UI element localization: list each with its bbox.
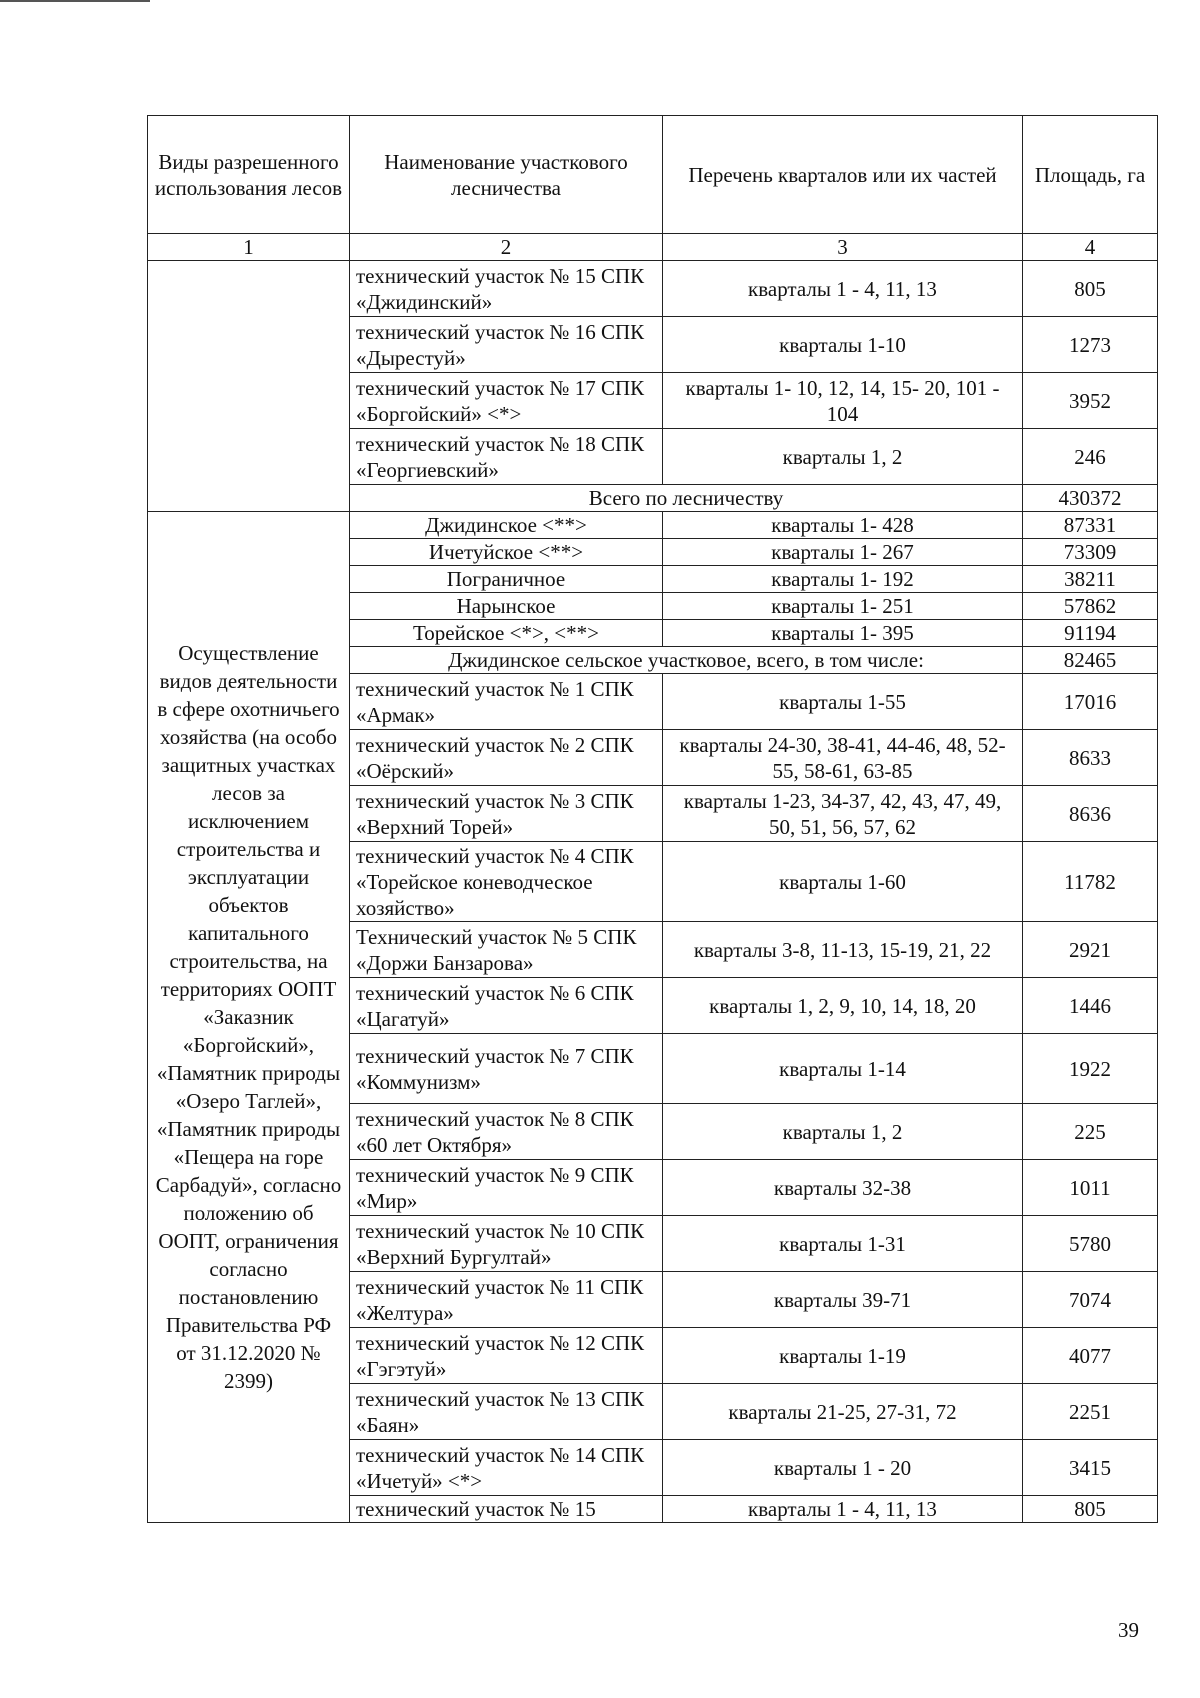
quarters-cell: кварталы 1- 428: [663, 512, 1023, 539]
area-cell: 7074: [1023, 1272, 1158, 1328]
forestry-name-cell: технический участок № 13 СПК «Баян»: [350, 1384, 663, 1440]
quarters-cell: кварталы 1-14: [663, 1034, 1023, 1104]
area-cell: 57862: [1023, 593, 1158, 620]
quarters-cell: кварталы 1- 251: [663, 593, 1023, 620]
subtotal-label: Джидинское сельское участковое, всего, в том числе:: [350, 647, 1023, 674]
area-cell: 805: [1023, 1496, 1158, 1523]
quarters-cell: кварталы 1- 10, 12, 14, 15- 20, 101 - 104: [663, 373, 1023, 429]
use-type-hunting: Осуществление видов деятельности в сфере охотничьего хозяйства (на особо защитных участках лесов за исключением строительства и эксплуатации объектов капитального строительства, на территориях ООПТ «Заказник «Боргойский», «Памятник природы «Озеро Таглей», «Памятник природы «Пещера на горе Сарбадуй», согласно положению об ООПТ, ограничения согласно постановлению Правительства РФ от 31.12.2020 № 2399): [148, 512, 350, 1523]
total-area: 430372: [1023, 485, 1158, 512]
forestry-name-cell: технический участок № 3 СПК «Верхний Торей»: [350, 786, 663, 842]
forestry-name-cell: технический участок № 10 СПК «Верхний Бургултай»: [350, 1216, 663, 1272]
quarters-cell: кварталы 1-23, 34-37, 42, 43, 47, 49, 50, 51, 56, 57, 62: [663, 786, 1023, 842]
area-cell: 3952: [1023, 373, 1158, 429]
area-cell: 8633: [1023, 730, 1158, 786]
area-cell: 8636: [1023, 786, 1158, 842]
forestry-name-cell: технический участок № 14 СПК «Ичетуй» <*>: [350, 1440, 663, 1496]
header-use-type: Виды разрешенного использования лесов: [148, 116, 350, 234]
forestry-name-cell: технический участок № 9 СПК «Мир»: [350, 1160, 663, 1216]
header-row: [148, 116, 1158, 234]
quarters-cell: кварталы 1- 267: [663, 539, 1023, 566]
forestry-name-cell: технический участок № 15: [350, 1496, 663, 1523]
header-quarters: Перечень кварталов или их частей: [663, 116, 1023, 234]
page-number: 39: [1118, 1618, 1139, 1642]
forestry-name-cell: Нарынское: [350, 593, 663, 620]
header-area: Площадь, га: [1023, 116, 1158, 234]
area-cell: 3415: [1023, 1440, 1158, 1496]
header-forestry-name: Наименование участкового лесничества: [350, 116, 663, 234]
area-cell: 805: [1023, 261, 1158, 317]
forestry-name-cell: Джидинское <**>: [350, 512, 663, 539]
forestry-name-cell: технический участок № 1 СПК «Армак»: [350, 674, 663, 730]
forestry-name-cell: технический участок № 2 СПК «Оёрский»: [350, 730, 663, 786]
area-cell: 17016: [1023, 674, 1158, 730]
total-label: Всего по лесничеству: [350, 485, 1023, 512]
subtotal-area: 82465: [1023, 647, 1158, 674]
quarters-cell: кварталы 1- 192: [663, 566, 1023, 593]
quarters-cell: кварталы 1 - 4, 11, 13: [663, 261, 1023, 317]
quarters-cell: кварталы 3-8, 11-13, 15-19, 21, 22: [663, 922, 1023, 978]
area-cell: 1273: [1023, 317, 1158, 373]
area-cell: 246: [1023, 429, 1158, 485]
forestry-name-cell: технический участок № 7 СПК «Коммунизм»: [350, 1034, 663, 1104]
quarters-cell: кварталы 1-10: [663, 317, 1023, 373]
area-cell: 1446: [1023, 978, 1158, 1034]
quarters-cell: кварталы 1-19: [663, 1328, 1023, 1384]
forestry-name-cell: Торейское <*>, <**>: [350, 620, 663, 647]
quarters-cell: кварталы 1-55: [663, 674, 1023, 730]
forestry-name-cell: технический участок № 6 СПК «Цагатуй»: [350, 978, 663, 1034]
col-number: 2: [350, 234, 663, 261]
quarters-cell: кварталы 32-38: [663, 1160, 1023, 1216]
area-cell: 4077: [1023, 1328, 1158, 1384]
forestry-name-cell: технический участок № 16 СПК «Дырестуй»: [350, 317, 663, 373]
table-row: [148, 261, 1158, 317]
area-cell: 1922: [1023, 1034, 1158, 1104]
forestry-name-cell: технический участок № 15 СПК «Джидинский»: [350, 261, 663, 317]
column-number-row: [148, 234, 1158, 261]
table-row: [148, 512, 1158, 539]
col-number: 1: [148, 234, 350, 261]
quarters-cell: кварталы 1- 395: [663, 620, 1023, 647]
use-type-cell-empty: [148, 261, 350, 512]
area-cell: 38211: [1023, 566, 1158, 593]
quarters-cell: кварталы 1 - 20: [663, 1440, 1023, 1496]
forestry-name-cell: технический участок № 4 СПК «Торейское коневодческое хозяйство»: [350, 842, 663, 922]
quarters-cell: кварталы 1, 2: [663, 429, 1023, 485]
scan-edge-line: [0, 0, 150, 2]
area-cell: 1011: [1023, 1160, 1158, 1216]
quarters-cell: кварталы 1-31: [663, 1216, 1023, 1272]
area-cell: 2921: [1023, 922, 1158, 978]
forestry-name-cell: технический участок № 18 СПК «Георгиевский»: [350, 429, 663, 485]
quarters-cell: кварталы 39-71: [663, 1272, 1023, 1328]
forestry-name-cell: технический участок № 8 СПК «60 лет Октября»: [350, 1104, 663, 1160]
quarters-cell: кварталы 21-25, 27-31, 72: [663, 1384, 1023, 1440]
document-page: [147, 115, 1157, 1523]
area-cell: 91194: [1023, 620, 1158, 647]
forest-use-table: [147, 115, 1158, 1523]
quarters-cell: кварталы 1, 2: [663, 1104, 1023, 1160]
area-cell: 11782: [1023, 842, 1158, 922]
forestry-name-cell: технический участок № 17 СПК «Боргойский» <*>: [350, 373, 663, 429]
area-cell: 225: [1023, 1104, 1158, 1160]
area-cell: 73309: [1023, 539, 1158, 566]
area-cell: 5780: [1023, 1216, 1158, 1272]
col-number: 4: [1023, 234, 1158, 261]
area-cell: 87331: [1023, 512, 1158, 539]
forestry-name-cell: Пограничное: [350, 566, 663, 593]
forestry-name-cell: Технический участок № 5 СПК «Доржи Банзарова»: [350, 922, 663, 978]
quarters-cell: кварталы 1-60: [663, 842, 1023, 922]
forestry-name-cell: Ичетуйское <**>: [350, 539, 663, 566]
quarters-cell: кварталы 1 - 4, 11, 13: [663, 1496, 1023, 1523]
quarters-cell: кварталы 1, 2, 9, 10, 14, 18, 20: [663, 978, 1023, 1034]
area-cell: 2251: [1023, 1384, 1158, 1440]
col-number: 3: [663, 234, 1023, 261]
forestry-name-cell: технический участок № 11 СПК «Желтура»: [350, 1272, 663, 1328]
quarters-cell: кварталы 24-30, 38-41, 44-46, 48, 52-55, 58-61, 63-85: [663, 730, 1023, 786]
forestry-name-cell: технический участок № 12 СПК «Гэгэтуй»: [350, 1328, 663, 1384]
